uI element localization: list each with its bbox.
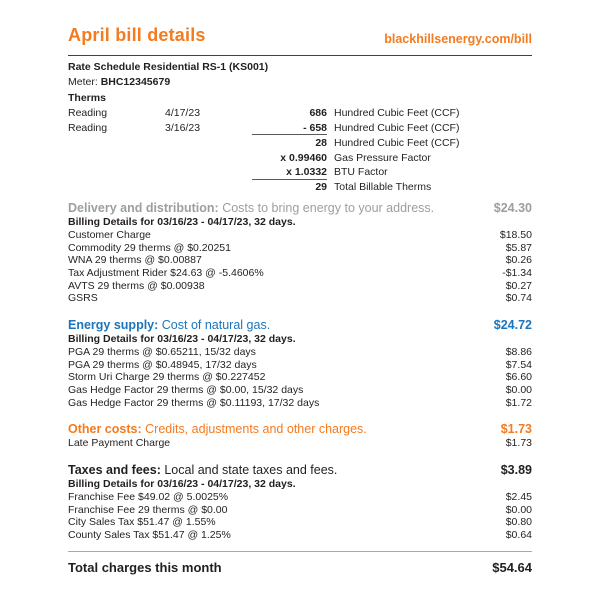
line-item-label: GSRS bbox=[68, 292, 98, 305]
line-item-label: Late Payment Charge bbox=[68, 437, 171, 450]
account-info bbox=[68, 56, 532, 106]
meter-calc-row bbox=[68, 165, 532, 180]
section-amount: $24.30 bbox=[493, 200, 532, 215]
line-item bbox=[68, 229, 532, 242]
line-item-amount: $5.87 bbox=[505, 241, 532, 254]
line-item bbox=[68, 491, 532, 504]
line-item-amount: $7.54 bbox=[505, 358, 532, 371]
line-item-label: Franchise Fee $49.02 @ 5.0025% bbox=[68, 491, 229, 504]
line-item bbox=[68, 346, 532, 359]
section-header bbox=[68, 462, 532, 478]
section-subtitle: Local and state taxes and fees. bbox=[164, 462, 338, 477]
reading-value: x 0.99460 bbox=[280, 151, 327, 164]
section-title: Other costs: bbox=[68, 422, 142, 437]
meter-number: BHC12345679 bbox=[100, 76, 171, 89]
meter-label: Meter: bbox=[68, 76, 98, 89]
meter-calc-row bbox=[68, 121, 532, 136]
total-charges-row bbox=[68, 551, 532, 575]
bill-url-link[interactable]: blackhillsenergy.com/bill bbox=[384, 32, 532, 46]
section-header bbox=[68, 200, 532, 216]
line-item-amount: $0.00 bbox=[505, 503, 532, 516]
page-title: April bill details bbox=[68, 25, 206, 45]
line-item-amount: $0.64 bbox=[505, 529, 532, 542]
billing-details: Billing Details for 03/16/23 - 04/17/23, 32 days. bbox=[68, 215, 296, 228]
section-delivery-distribution bbox=[68, 200, 532, 305]
section-energy-supply bbox=[68, 317, 532, 409]
line-item-amount: $0.27 bbox=[505, 279, 532, 292]
line-item bbox=[68, 504, 532, 517]
section-title: Energy supply: bbox=[68, 317, 159, 332]
section-heading-text bbox=[68, 421, 367, 437]
line-item-label: WNA 29 therms @ $0.00887 bbox=[68, 254, 202, 267]
reading-value: - 658 bbox=[252, 121, 327, 136]
section-heading-text bbox=[68, 462, 337, 478]
total-label: Total charges this month bbox=[68, 559, 222, 575]
line-item-label: Gas Hedge Factor 29 therms @ $0.00, 15/32 days bbox=[68, 384, 304, 397]
billing-details: Billing Details for 03/16/23 - 04/17/23, 32 days. bbox=[68, 332, 296, 345]
line-item-amount: $0.80 bbox=[505, 516, 532, 529]
line-item bbox=[68, 397, 532, 410]
line-item bbox=[68, 280, 532, 293]
reading-unit: Hundred Cubic Feet (CCF) bbox=[334, 122, 460, 135]
total-amount: $54.64 bbox=[492, 559, 532, 575]
line-item bbox=[68, 292, 532, 305]
line-item bbox=[68, 242, 532, 255]
line-item-amount: $0.26 bbox=[505, 254, 532, 267]
line-item-amount: $0.00 bbox=[505, 384, 532, 397]
reading-label: Reading bbox=[68, 107, 108, 120]
page-header bbox=[68, 24, 532, 56]
section-amount: $3.89 bbox=[500, 462, 532, 477]
line-item-amount: $8.86 bbox=[505, 346, 532, 359]
section-amount: $1.73 bbox=[500, 422, 532, 437]
reading-label: Reading bbox=[68, 122, 108, 135]
line-item bbox=[68, 267, 532, 280]
line-item-label: Gas Hedge Factor 29 therms @ $0.11193, 17/32 days bbox=[68, 396, 320, 409]
reading-date: 4/17/23 bbox=[165, 107, 201, 120]
meter-calculation bbox=[68, 106, 532, 195]
line-item bbox=[68, 529, 532, 542]
line-item-label: AVTS 29 therms @ $0.00938 bbox=[68, 279, 205, 292]
section-heading-text bbox=[68, 317, 270, 333]
reading-value: x 1.0332 bbox=[252, 165, 327, 180]
section-title: Taxes and fees: bbox=[68, 462, 161, 477]
meter-calc-row bbox=[68, 135, 532, 150]
reading-unit: Hundred Cubic Feet (CCF) bbox=[334, 136, 460, 149]
line-item-label: Commodity 29 therms @ $0.20251 bbox=[68, 241, 231, 254]
section-taxes-fees bbox=[68, 462, 532, 542]
line-item-label: Storm Uri Charge 29 therms @ $0.227452 bbox=[68, 371, 266, 384]
reading-unit: Total Billable Therms bbox=[334, 181, 432, 194]
section-header bbox=[68, 421, 532, 437]
line-item-amount: $2.45 bbox=[505, 491, 532, 504]
line-item-label: PGA 29 therms @ $0.48945, 17/32 days bbox=[68, 358, 257, 371]
line-item-amount: $1.73 bbox=[505, 437, 532, 450]
meter-line bbox=[68, 75, 532, 90]
meter-calc-row bbox=[68, 180, 532, 195]
line-item bbox=[68, 359, 532, 372]
line-item bbox=[68, 371, 532, 384]
section-subtitle: Costs to bring energy to your address. bbox=[222, 200, 435, 215]
section-title: Delivery and distribution: bbox=[68, 200, 219, 215]
meter-calc-row bbox=[68, 150, 532, 165]
line-item-label: PGA 29 therms @ $0.65211, 15/32 days bbox=[68, 346, 256, 359]
meter-calc-row bbox=[68, 106, 532, 121]
line-item-label: Franchise Fee 29 therms @ $0.00 bbox=[68, 503, 228, 516]
line-item bbox=[68, 516, 532, 529]
line-item bbox=[68, 254, 532, 267]
line-item bbox=[68, 437, 532, 450]
section-subtitle: Cost of natural gas. bbox=[161, 317, 271, 332]
billing-details: Billing Details for 03/16/23 - 04/17/23, 32 days. bbox=[68, 477, 296, 490]
unit-heading: Therms bbox=[68, 91, 106, 104]
section-other-costs bbox=[68, 421, 532, 450]
reading-value: 29 bbox=[315, 181, 327, 194]
line-item-amount: $1.72 bbox=[505, 396, 532, 409]
line-item-amount: -$1.34 bbox=[502, 266, 532, 279]
reading-unit: BTU Factor bbox=[334, 166, 388, 179]
reading-date: 3/16/23 bbox=[165, 122, 201, 135]
reading-value: 686 bbox=[309, 107, 327, 120]
reading-value: 28 bbox=[315, 136, 327, 149]
line-item-label: County Sales Tax $51.47 @ 1.25% bbox=[68, 529, 231, 542]
reading-unit: Hundred Cubic Feet (CCF) bbox=[334, 107, 460, 120]
section-amount: $24.72 bbox=[493, 317, 532, 332]
line-item-amount: $18.50 bbox=[499, 229, 532, 242]
section-subtitle: Credits, adjustments and other charges. bbox=[145, 422, 367, 437]
line-item-amount: $6.60 bbox=[505, 371, 532, 384]
line-item-amount: $0.74 bbox=[505, 292, 532, 305]
reading-unit: Gas Pressure Factor bbox=[334, 151, 431, 164]
line-item bbox=[68, 384, 532, 397]
line-item-label: Customer Charge bbox=[68, 229, 151, 242]
rate-schedule: Rate Schedule Residential RS-1 (KS001) bbox=[68, 61, 269, 73]
line-item-label: City Sales Tax $51.47 @ 1.55% bbox=[68, 516, 216, 529]
section-heading-text bbox=[68, 200, 434, 216]
line-item-label: Tax Adjustment Rider $24.63 @ -5.4606% bbox=[68, 266, 264, 279]
section-header bbox=[68, 317, 532, 333]
